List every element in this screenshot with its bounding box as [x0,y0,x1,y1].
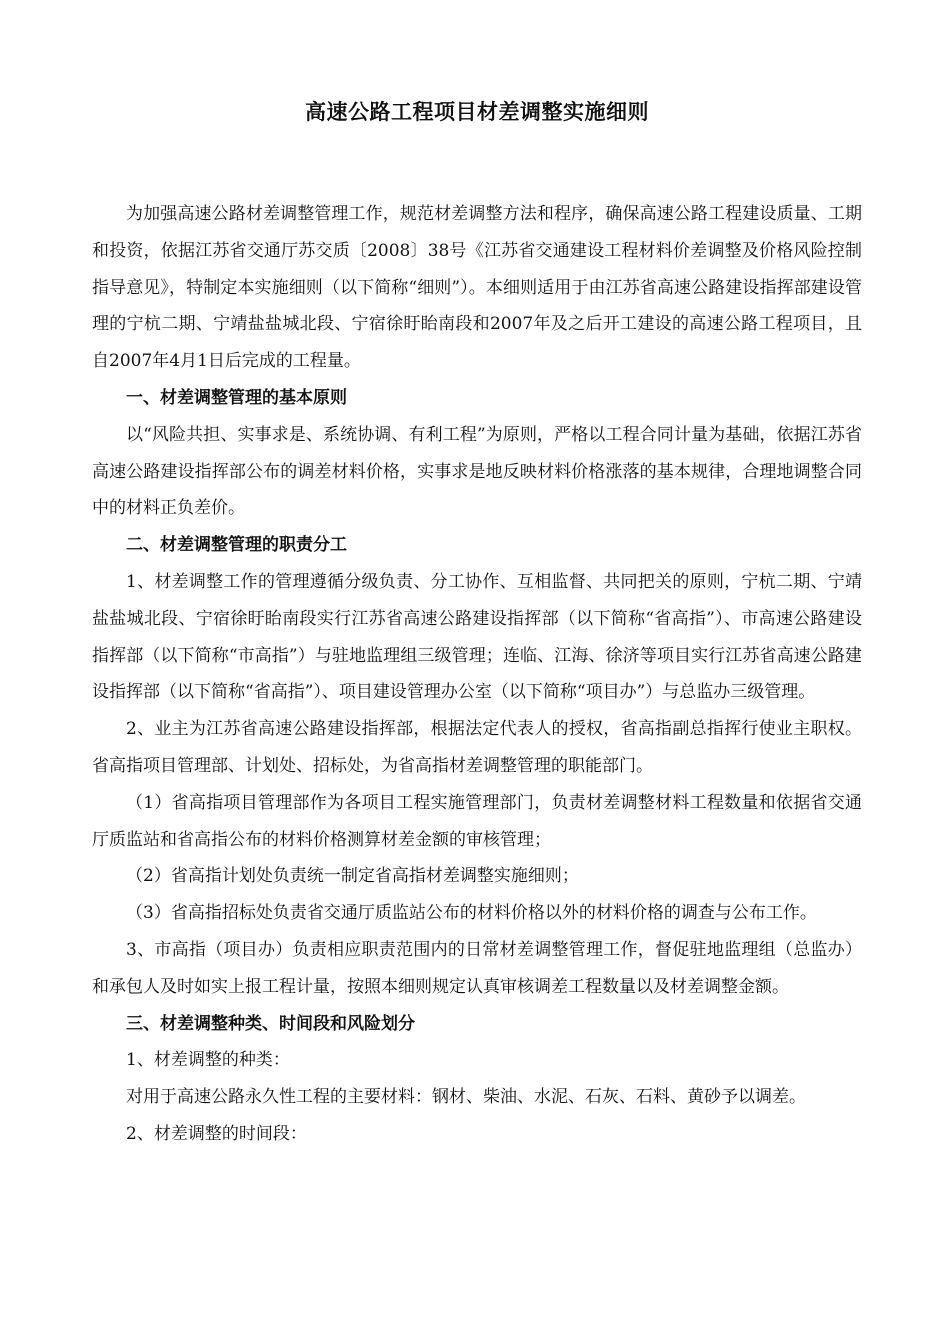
paragraph-intro: 为加强高速公路材差调整管理工作，规范材差调整方法和程序，确保高速公路工程建设质量、工期和投资，依据江苏省交通厅苏交质〔2008〕38号《江苏省交通建设工程材料价差调整及价格风险控制指导意见》，特制定本实施细则（以下简称“细则”）。本细则适用于由江苏省高速公路建设指挥部建设管理的宁杭二期、宁靖盐盐城北段、宁宿徐盱眙南段和2007年及之后开工建设的高速公路工程项目，且自2007年4月1日后完成的工程量。 [92,204,862,372]
paragraph-duty-2: 2、业主为江苏省高速公路建设指挥部，根据法定代表人的授权，省高指副总指挥行使业主职权。省高指项目管理部、计划处、招标处，为省高指材差调整管理的职能部门。 [92,719,862,776]
paragraph-duty-3: 3、市高指（项目办）负责相应职责范围内的日常材差调整管理工作，督促驻地监理组（总监办）和承包人及时如实上报工程计量，按照本细则规定认真审核调差工程数量以及材差调整金额。 [92,939,862,997]
section-heading-2: 二、材差调整管理的职责分工 [126,535,347,556]
document-body [92,196,862,1153]
document-title: 高速公路工程项目材差调整实施细则 [305,99,649,124]
section-heading-1: 一、材差调整管理的基本原则 [126,387,347,408]
list-item-3: （3）省高指招标处负责省交通厅质监站公布的材料价格以外的材料价格的调查与公布工作。 [126,903,817,924]
paragraph-duty-1: 1、材差调整工作的管理遵循分级负责、分工协作、互相监督、共同把关的原则，宁杭二期、宁靖盐盐城北段、宁宿徐盱眙南段实行江苏省高速公路建设指挥部（以下简称“省高指”）、市高速公路建设指挥部（以下简称“市高指”）与驻地监理组三级管理；连临、江海、徐济等项目实行江苏省高速公路建设指挥部（以下简称“省高指”）、项目建设管理办公室（以下简称“项目办”）与总监办三级管理。 [92,571,862,703]
list-item-2: （2）省高指计划处负责统一制定省高指材差调整实施细则； [126,866,579,887]
paragraph-principles: 以“风险共担、实事求是、系统协调、有利工程”为原则，严格以工程合同计量为基础，依据江苏省高速公路建设指挥部公布的调差材料价格，实事求是地反映材料价格涨落的基本规律，合理地调整合同中的材料正负差价。 [92,424,862,519]
paragraph-types-label: 1、材差调整的种类： [126,1050,290,1071]
section-heading-3: 三、材差调整种类、时间段和风险划分 [126,1013,415,1034]
paragraph-period-label: 2、材差调整的时间段： [126,1123,307,1144]
paragraph-types: 对用于高速公路永久性工程的主要材料：钢材、柴油、水泥、石灰、石料、黄砂予以调差。 [126,1087,806,1108]
list-item-1: （1）省高指项目管理部作为各项目工程实施管理部门，负责材差调整材料工程数量和依据省交通厅质监站和省高指公布的材料价格测算材差金额的审核管理； [92,792,862,850]
